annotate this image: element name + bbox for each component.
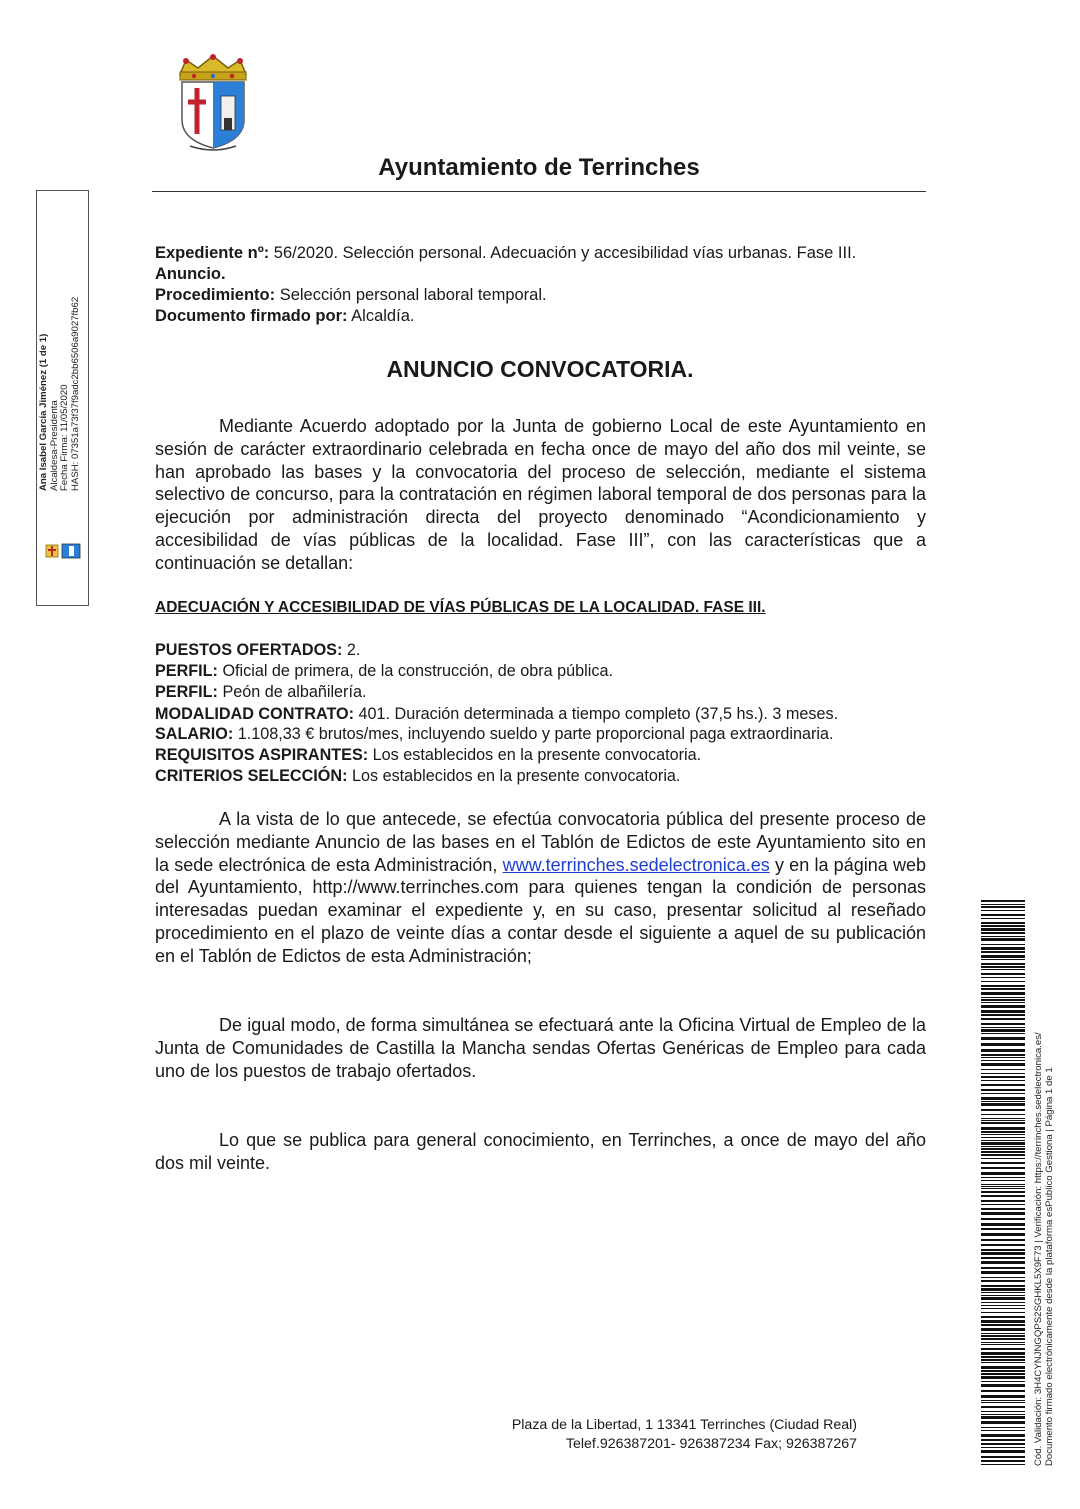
closing-paragraph: Lo que se publica para general conocimiento, en Terrinches, a once de mayo del año dos mil veinte. bbox=[155, 1130, 926, 1173]
spec-line: SALARIO: 1.108,33 € brutos/mes, incluyendo sueldo y parte proporcional paga extraordinaria. bbox=[155, 725, 834, 743]
verification-text: Cód. Validación: 3H4CYNJNGQPS2SGHKL5X9F73 | Verificación: https://terrinches.sedelectronica.es/ Documento firmado electrónicamente desde la plataforma esPublico Gestiona | Página 1 de 1 bbox=[1033, 1032, 1055, 1466]
sede-electronica-link[interactable]: www.terrinches.sedelectronica.es bbox=[502, 854, 770, 875]
signature-text: Ana Isabel García Jiménez (1 de 1) Alcaldesa-Presidenta Fecha Firma: 11/05/2020 HASH: 07351a73f37f9adc2bb6506a9027fb62 bbox=[38, 296, 81, 491]
procedimiento-line: Procedimiento: Selección personal laboral temporal. bbox=[155, 286, 547, 304]
spec-line: PERFIL: Oficial de primera, de la construcción, de obra pública. bbox=[155, 662, 613, 680]
section-heading: ADECUACIÓN Y ACCESIBILIDAD DE VÍAS PÚBLICAS DE LA LOCALIDAD. FASE III. bbox=[155, 599, 766, 616]
spec-line: MODALIDAD CONTRATO: 401. Duración determinada a tiempo completo (37,5 hs.). 3 meses. bbox=[155, 705, 839, 723]
signature-seal-icon bbox=[43, 541, 83, 561]
intro-paragraph: Mediante Acuerdo adoptado por la Junta de gobierno Local de este Ayuntamiento en sesión de carácter extraordinario celebrada en fecha once de mayo del año dos mil veinte, se han aprobado las bases y la convocatoria del proceso de selección, mediante el sistema selectivo de concurso, para la contratación en régimen laboral temporal de dos personas para la ejecución por administración directa del proyecto denominado “Acondicionamiento y accesibilidad de vías públicas de la localidad. Fase III”, con las características que a continuación se detallan: bbox=[155, 416, 926, 573]
signature-box bbox=[36, 190, 89, 606]
header-divider bbox=[152, 191, 926, 192]
expediente-line: Expediente nº: 56/2020. Selección personal. Adecuación y accesibilidad vías urbanas. Fase III. bbox=[155, 244, 857, 262]
footer-address: Plaza de la Libertad, 1 13341 Terrinches (Ciudad Real) bbox=[511, 1417, 857, 1433]
coat-of-arms-icon bbox=[168, 52, 258, 156]
spec-line: PUESTOS OFERTADOS: 2. bbox=[155, 641, 361, 659]
spec-line: CRITERIOS SELECCIÓN: Los establecidos en la presente convocatoria. bbox=[155, 767, 681, 785]
firmado-line: Documento firmado por: Alcaldía. bbox=[155, 307, 415, 325]
spec-line: PERFIL: Peón de albañilería. bbox=[155, 683, 367, 701]
document-title: ANUNCIO CONVOCATORIA. bbox=[386, 356, 694, 382]
publication-paragraph: A la vista de lo que antecede, se efectúa convocatoria pública del presente proceso de selección mediante Anuncio de las bases en el Tablón de Edictos de este Ayuntamiento sito en la sede electrónica de esta Administración, www.terrinches.sedelectronica.es y en la página web del Ayuntamiento, http://www.terrinches.com para quienes tengan la condición de personas interesadas puedan examinar el expediente y, en su caso, presentar solicitud al reseñado procedimiento en el plazo de veinte días a contar desde el siguiente a aquel de su publicación en el Tablón de Edictos de esta Administración; bbox=[155, 809, 926, 966]
spec-line: REQUISITOS ASPIRANTES: Los establecidos en la presente convocatoria. bbox=[155, 746, 702, 764]
employment-paragraph: De igual modo, de forma simultánea se efectuará ante la Oficina Virtual de Empleo de la Junta de Comunidades de Castilla la Mancha sendas Ofertas Genéricas de Empleo para cada uno de los puestos de trabajo ofertados. bbox=[155, 1015, 926, 1081]
validation-barcode-icon bbox=[981, 900, 1025, 1466]
anuncio-line: Anuncio. bbox=[155, 265, 226, 283]
footer-phones: Telef.926387201- 926387234 Fax; 926387267 bbox=[565, 1436, 857, 1452]
page-title: Ayuntamiento de Terrinches bbox=[378, 154, 700, 181]
